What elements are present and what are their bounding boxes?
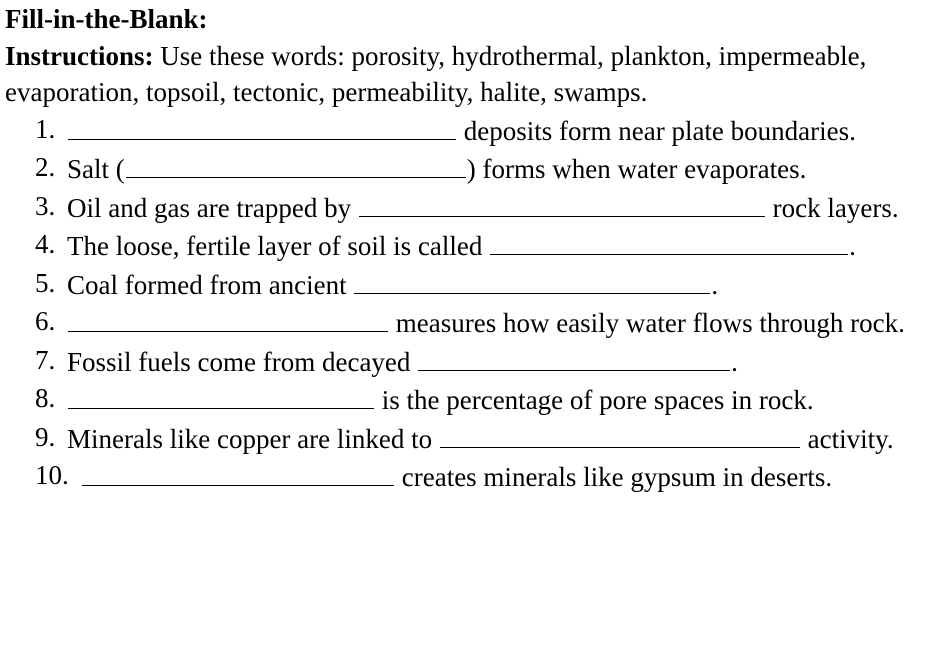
question-number: 9.	[35, 421, 56, 452]
answer-blank[interactable]	[490, 226, 848, 255]
instructions-text: Use these words: porosity, hydrothermal, plankton, impermeable, evaporation, topsoil, tectonic, permeability, halite, swamps.	[5, 40, 867, 107]
question-text-after: is the percentage of pore spaces in rock.	[375, 385, 814, 415]
question-6	[5, 303, 945, 342]
question-text-after: creates minerals like gypsum in deserts.	[395, 462, 833, 492]
question-text-after: ) forms when water evaporates.	[466, 154, 807, 184]
answer-blank[interactable]	[126, 149, 466, 178]
question-text-after: .	[711, 269, 719, 300]
question-number: 2.	[35, 152, 56, 182]
question-text-before: Oil and gas are trapped by	[67, 192, 358, 223]
question-2	[5, 149, 945, 188]
question-number: 1.	[35, 113, 56, 144]
answer-blank[interactable]	[354, 265, 710, 294]
question-7	[5, 342, 945, 381]
answer-blank[interactable]	[418, 342, 730, 371]
question-text-before: Fossil fuels come from decayed	[67, 346, 418, 377]
question-text-after: .	[849, 231, 856, 261]
question-list	[5, 111, 945, 496]
question-number: 6.	[35, 306, 56, 336]
question-text-before: The loose, fertile layer of soil is called	[67, 231, 490, 261]
question-text-after: rock layers.	[765, 192, 899, 223]
question-text-before: Coal formed from ancient	[67, 269, 354, 300]
question-text-before: Salt (	[67, 154, 125, 184]
answer-blank[interactable]	[68, 111, 456, 140]
question-text-after: .	[731, 346, 738, 377]
answer-blank[interactable]	[359, 188, 765, 217]
question-number: 7.	[35, 344, 56, 375]
answer-blank[interactable]	[440, 419, 800, 448]
answer-blank[interactable]	[68, 380, 374, 409]
question-9	[5, 419, 945, 458]
question-text-before: Minerals like copper are linked to	[67, 423, 439, 454]
worksheet-title: Fill-in-the-Blank:	[5, 4, 208, 34]
question-text-after: activity.	[800, 423, 894, 454]
question-5	[5, 265, 945, 304]
instructions-label: Instructions:	[5, 40, 154, 71]
instructions	[5, 38, 945, 111]
question-8	[5, 380, 945, 419]
question-10	[5, 457, 945, 496]
question-number: 3.	[35, 190, 56, 221]
question-number: 8.	[35, 383, 56, 413]
worksheet	[5, 1, 945, 496]
answer-blank[interactable]	[82, 457, 394, 486]
question-number: 10.	[35, 460, 69, 490]
question-3	[5, 188, 945, 227]
question-text-after: deposits form near plate boundaries.	[457, 115, 856, 146]
question-1	[5, 111, 945, 150]
question-text-after: measures how easily water flows through rock.	[389, 308, 905, 338]
question-number: 5.	[35, 267, 56, 298]
answer-blank[interactable]	[68, 303, 388, 332]
question-number: 4.	[35, 229, 56, 259]
question-4	[5, 226, 945, 265]
